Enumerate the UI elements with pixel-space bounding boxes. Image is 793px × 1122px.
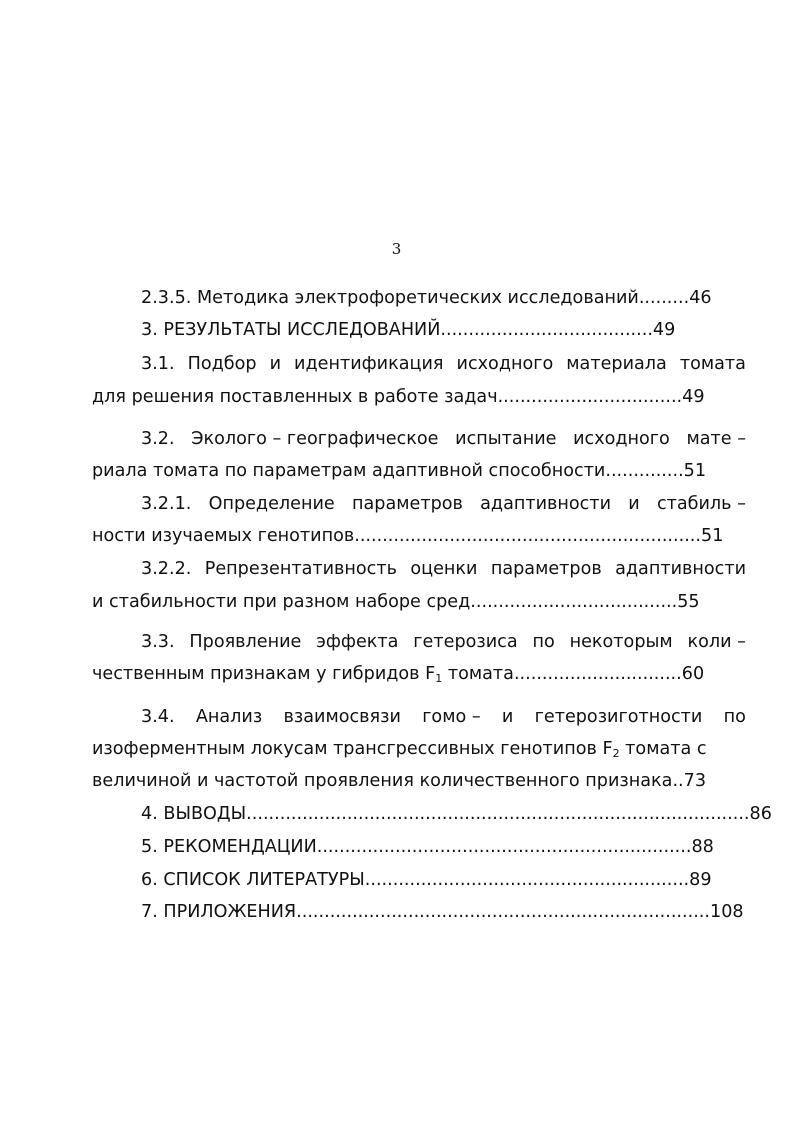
toc-page-number: 86 [749, 804, 772, 824]
toc-word: исходного [456, 354, 554, 374]
toc-dot-leader: .......................................................................................... [246, 804, 750, 824]
toc-page-number: 55 [677, 592, 700, 612]
toc-entry-7 [141, 901, 746, 923]
toc-entry-3-2-2-line-1 [141, 558, 746, 580]
toc-page-number: 51 [701, 526, 724, 546]
toc-word: гетерозиса [413, 632, 518, 652]
toc-word: 3.2.1. [141, 494, 192, 514]
toc-page-number: 46 [689, 288, 712, 308]
toc-dot-leader: ...................................... [440, 320, 653, 340]
toc-page-number: 60 [681, 664, 705, 684]
toc-entry-3-2-1-line-1 [141, 493, 746, 515]
toc-entry-title: 3. РЕЗУЛЬТАТЫ ИССЛЕДОВАНИЙ [141, 320, 441, 340]
toc-entry-3-2-2-line-2 [92, 591, 746, 613]
toc-word: оценки [410, 559, 478, 579]
toc-entry-3 [141, 319, 746, 341]
toc-word: и [628, 494, 640, 514]
toc-entry-3-4-line-2 [92, 738, 746, 760]
toc-dot-leader: ......... [638, 288, 690, 308]
toc-word: 3.3. [141, 632, 175, 652]
toc-dot-leader: .......................................................... [364, 870, 690, 890]
toc-word: гомо – [422, 707, 481, 727]
toc-entry-3-1-line-2 [92, 386, 746, 408]
page-number: 3 [391, 240, 402, 258]
toc-entry-3-2-line-1 [141, 428, 746, 450]
toc-entry-3-3-line-2 [92, 663, 746, 685]
toc-dot-leader: .............................. [513, 664, 682, 684]
toc-dot-leader: .............. [605, 461, 684, 481]
toc-word: адаптивности [615, 559, 746, 579]
toc-word: Эколого – географическое [191, 429, 439, 449]
toc-word: Определение [208, 494, 335, 514]
toc-word: Анализ [195, 707, 263, 727]
toc-page-number: 108 [710, 902, 744, 922]
toc-word: параметров [352, 494, 463, 514]
toc-word: идентификация [294, 354, 444, 374]
toc-word: испытание [455, 429, 557, 449]
toc-word: по [723, 707, 746, 727]
toc-entry-3-4-line-3 [92, 770, 746, 792]
toc-word: Подбор [187, 354, 257, 374]
toc-entry-title-tail: томата [442, 664, 514, 684]
toc-entry-title: Методика электрофоретических исследований [196, 288, 639, 308]
toc-entry-title: 4. ВЫВОДЫ [141, 804, 247, 824]
toc-dot-leader: ..................................... [470, 592, 678, 612]
subscript: 2 [612, 747, 620, 760]
toc-word: эффекта [316, 632, 399, 652]
toc-word: 3.2. [141, 429, 175, 449]
toc-word: и [501, 707, 514, 727]
toc-entry-title: чественным признакам у гибридов F [92, 664, 436, 684]
toc-entry-title: изоферментным локусам трансгрессивных генотипов F [92, 739, 613, 759]
toc-word: Проявление [189, 632, 302, 652]
toc-word: по [532, 632, 555, 652]
toc-word: адаптивности [480, 494, 612, 514]
toc-page-number: 73 [683, 771, 707, 791]
toc-entry-title: ности изучаемых генотипов [92, 526, 355, 546]
toc-word: мате – [686, 429, 746, 449]
toc-word: исходного [573, 429, 670, 449]
toc-dot-leader: ................................. [497, 387, 683, 407]
toc-entry-title: и стабильности при разном наборе сред [92, 592, 471, 612]
toc-dot-leader: .............................................................. [354, 526, 701, 546]
toc-dot-leader: .......................................................................... [296, 902, 710, 922]
toc-entry-title: 6. СПИСОК ЛИТЕРАТУРЫ [141, 870, 365, 890]
toc-word: гетерозиготности [534, 707, 703, 727]
toc-word: стабиль – [656, 494, 746, 514]
toc-word: взаимосвязи [283, 707, 401, 727]
toc-page-number: 49 [682, 387, 705, 407]
toc-entry-3-3-line-1 [141, 631, 746, 653]
toc-word: 3.2.2. [141, 559, 192, 579]
toc-entry-5 [141, 836, 746, 858]
toc-entry-3-2-line-2 [92, 460, 746, 482]
toc-word: 3.4. [141, 707, 175, 727]
toc-page-number: 49 [652, 320, 676, 340]
toc-entry-title: для решения поставленных в работе задач [92, 387, 498, 407]
toc-entry-3-1-line-1 [141, 353, 746, 375]
subscript: 1 [435, 672, 443, 685]
toc-entry-6 [141, 869, 746, 891]
toc-page-number: 88 [691, 837, 714, 857]
toc-dot-leader: .. [672, 771, 684, 791]
toc-word: томата [679, 354, 746, 374]
toc-entry-3-2-1-line-2 [92, 525, 746, 547]
toc-entry-4 [141, 803, 772, 825]
toc-word: коли – [687, 632, 746, 652]
toc-dot-leader: ................................................................... [316, 837, 692, 857]
toc-word: параметров [490, 559, 602, 579]
toc-entry-title-tail: томата с [619, 739, 707, 759]
toc-entry-number: 2.3.5. [141, 288, 192, 308]
toc-page-number: 51 [683, 461, 707, 481]
toc-word: некоторым [569, 632, 673, 652]
toc-entry-title: риала томата по параметрам адаптивной способности [92, 461, 606, 481]
toc-word: 3.1. [141, 354, 175, 374]
toc-entry-3-4-line-1 [141, 706, 746, 728]
toc-page-number: 89 [689, 870, 712, 890]
toc-entry-2-3-5 [141, 287, 746, 309]
toc-word: и [269, 354, 281, 374]
toc-entry-title: 7. ПРИЛОЖЕНИЯ [141, 902, 297, 922]
toc-word: Репрезентативность [204, 559, 397, 579]
toc-entry-title: 5. РЕКОМЕНДАЦИИ [141, 837, 317, 857]
toc-entry-title: величиной и частотой проявления количественного признака [92, 771, 673, 791]
toc-word: материала [566, 354, 667, 374]
